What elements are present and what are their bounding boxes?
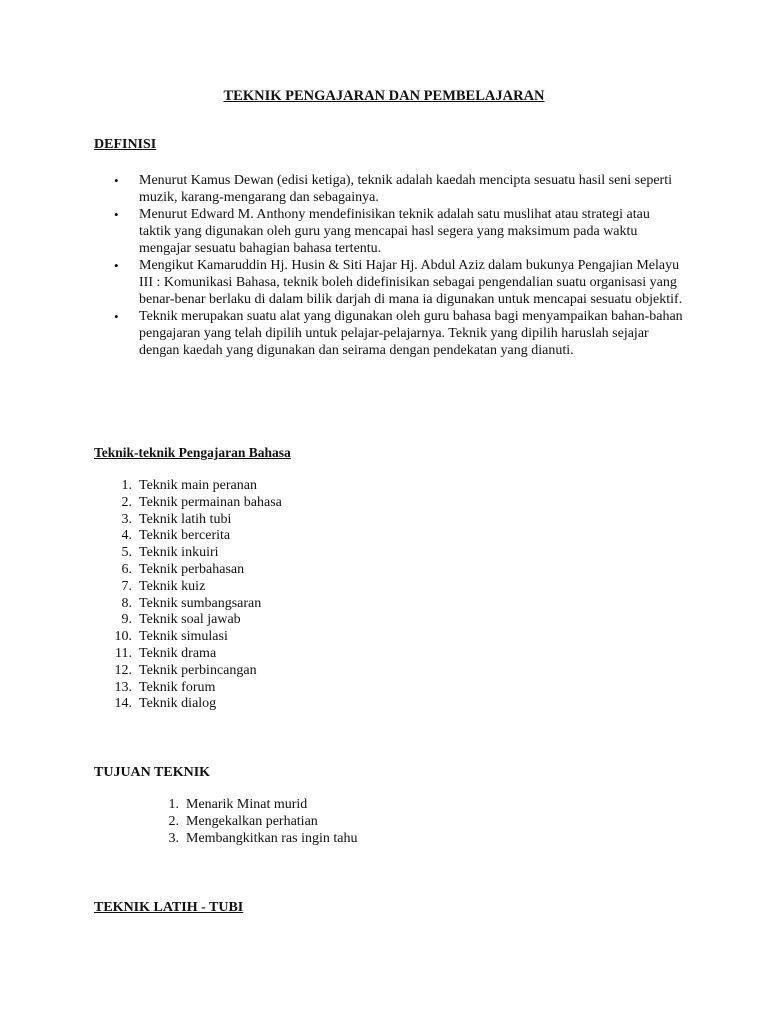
latih-tubi-heading: TEKNIK LATIH - TUBI <box>94 900 244 915</box>
teknik-teknik-heading: Teknik-teknik Pengajaran Bahasa <box>94 445 291 460</box>
list-item <box>108 512 508 529</box>
item-text: Teknik simulasi <box>139 629 228 645</box>
item-number: 12. <box>114 662 132 678</box>
list-item <box>114 172 684 206</box>
definisi-item-text: Mengikut Kamaruddin Hj. Husin & Siti Hajar Hj. Abdul Aziz dalam bukunya Pengajian Melayu III : Komunikasi Bahasa, teknik boleh didefinisikan sebagai pengendalian suatu organisasi yang benar-benar berlaku di dalam bilik darjah di mana ia digunakan untuk mencapai sesuatu objektif. <box>139 258 683 307</box>
item-text: Teknik perbincangan <box>139 662 257 678</box>
item-text: Teknik dialog <box>139 696 217 712</box>
item-text: Teknik inkuiri <box>139 545 219 561</box>
definisi-item-text: Menurut Edward M. Anthony mendefinisikan teknik adalah satu muslihat atau strategi atau taktik yang digunakan oleh guru yang mencapai hasl segera yang maksimum pada waktu mengajar sesuatu bahagian bahasa tertentu. <box>139 207 650 256</box>
item-number: 1. <box>121 478 132 493</box>
list-item <box>108 528 508 545</box>
list-item <box>108 545 508 562</box>
list-item <box>114 308 684 359</box>
item-text: Teknik drama <box>139 645 217 661</box>
list-item <box>155 797 555 814</box>
item-text: Teknik sumbangsaran <box>139 595 262 611</box>
item-text: Teknik perbahasan <box>139 561 245 577</box>
bullet-icon: • <box>114 309 119 324</box>
list-item <box>108 562 508 579</box>
list-item <box>108 696 508 713</box>
item-number: 5. <box>121 545 132 561</box>
list-item <box>108 579 508 596</box>
list-item <box>108 495 508 512</box>
list-item <box>108 646 508 663</box>
item-number: 11. <box>115 645 132 661</box>
item-number: 2. <box>168 813 179 829</box>
list-item <box>155 814 555 831</box>
list-item <box>108 663 508 680</box>
list-item <box>108 680 508 697</box>
item-text: Teknik permainan bahasa <box>139 494 282 510</box>
item-number: 3. <box>121 511 132 527</box>
definisi-list <box>114 172 684 359</box>
item-number: 6. <box>121 561 132 577</box>
list-item <box>108 478 508 495</box>
item-text: Membangkitkan ras ingin tahu <box>186 830 358 846</box>
definisi-item-text: Teknik merupakan suatu alat yang digunakan oleh guru bahasa bagi menyampaikan bahan-bahan pengajaran yang telah dipilih untuk pelajar-pelajarnya. Teknik yang dipilih haruslah sejajar dengan kaedah yang digunakan dan seirama dengan pendekatan yang dianuti. <box>139 309 683 358</box>
definisi-item-text: Menurut Kamus Dewan (edisi ketiga), teknik adalah kaedah mencipta sesuatu hasil seni seperti muzik, karang-mengarang dan sebagainya. <box>139 173 672 205</box>
list-item <box>114 206 684 257</box>
item-number: 10. <box>114 629 132 645</box>
list-item <box>108 629 508 646</box>
item-text: Mengekalkan perhatian <box>186 813 318 829</box>
item-text: Teknik bercerita <box>139 528 231 544</box>
item-number: 7. <box>121 578 132 594</box>
item-text: Teknik main peranan <box>139 478 257 493</box>
item-number: 1. <box>168 797 179 812</box>
tujuan-heading: TUJUAN TEKNIK <box>94 765 211 780</box>
item-number: 4. <box>121 528 132 544</box>
bullet-icon: • <box>114 173 119 188</box>
item-text: Teknik soal jawab <box>139 612 241 628</box>
list-item <box>155 831 555 848</box>
item-number: 13. <box>114 679 132 695</box>
item-text: Teknik forum <box>139 679 216 695</box>
definisi-heading: DEFINISI <box>94 137 157 152</box>
item-text: Menarik Minat murid <box>186 797 308 812</box>
page-title: TEKNIK PENGAJARAN DAN PEMBELAJARAN <box>223 88 545 104</box>
item-number: 8. <box>121 595 132 611</box>
item-number: 14. <box>114 696 132 712</box>
list-item <box>114 257 684 308</box>
teknik-list <box>108 478 508 713</box>
item-number: 9. <box>121 612 132 628</box>
item-text: Teknik latih tubi <box>139 511 232 527</box>
tujuan-list <box>155 797 555 847</box>
item-text: Teknik kuiz <box>139 578 206 594</box>
item-number: 2. <box>121 494 132 510</box>
bullet-icon: • <box>114 207 119 222</box>
list-item <box>108 612 508 629</box>
bullet-icon: • <box>114 258 119 273</box>
list-item <box>108 596 508 613</box>
item-number: 3. <box>168 830 179 846</box>
